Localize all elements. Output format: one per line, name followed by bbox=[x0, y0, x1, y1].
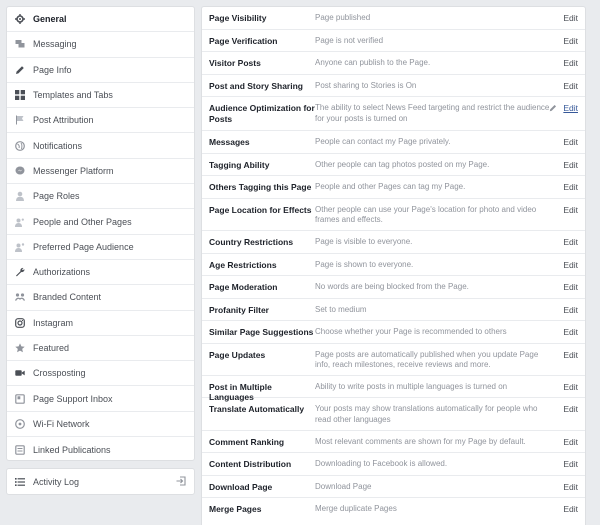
sidebar-item-general[interactable] bbox=[7, 7, 194, 32]
activity-log-box bbox=[6, 468, 195, 495]
settings-row-visitor-posts bbox=[202, 52, 585, 75]
settings-row-content-distribution bbox=[202, 453, 585, 476]
sidebar-item-messenger-platform[interactable] bbox=[7, 159, 194, 184]
row-value: Page is not verified bbox=[315, 35, 384, 45]
row-label: Post and Story Sharing bbox=[209, 80, 303, 91]
instagram-icon bbox=[15, 318, 25, 328]
sidebar-item-authorizations[interactable] bbox=[7, 260, 194, 285]
person-icon bbox=[15, 191, 25, 201]
row-label: Download Page bbox=[209, 481, 273, 492]
sidebar-item-label: Messaging bbox=[33, 39, 77, 50]
row-label: Page Updates bbox=[209, 349, 266, 360]
sidebar-item-wifi-network[interactable] bbox=[7, 412, 194, 437]
row-value: Page is shown to everyone. bbox=[315, 259, 414, 269]
edit-link[interactable]: Edit bbox=[563, 159, 578, 170]
edit-link[interactable]: Edit bbox=[563, 35, 578, 46]
row-value: People can contact my Page privately. bbox=[315, 137, 451, 146]
edit-link[interactable]: Edit bbox=[563, 259, 578, 270]
publication-icon bbox=[15, 445, 25, 455]
settings-row-page-location-effects bbox=[202, 199, 585, 232]
branded-icon bbox=[15, 292, 25, 302]
edit-link[interactable]: Edit bbox=[563, 481, 578, 492]
row-label: Visitor Posts bbox=[209, 58, 261, 68]
row-label: Page Moderation bbox=[209, 282, 278, 292]
wrench-icon bbox=[15, 267, 25, 277]
settings-row-others-tagging bbox=[202, 176, 585, 199]
sidebar-item-post-attribution[interactable] bbox=[7, 108, 194, 133]
sidebar-item-branded-content[interactable] bbox=[7, 285, 194, 310]
settings-row-page-visibility bbox=[202, 7, 585, 30]
sidebar-item-label: Instagram bbox=[33, 317, 74, 328]
row-value: Other people can use your Page's location for photo and video frames and effects. bbox=[315, 204, 537, 224]
row-label: Content Distribution bbox=[209, 459, 292, 469]
messaging-icon bbox=[15, 39, 25, 49]
row-value: Choose whether your Page is recommended to others bbox=[315, 327, 507, 336]
sidebar-item-label: Templates and Tabs bbox=[33, 90, 113, 101]
sidebar-item-preferred-page-audience[interactable] bbox=[7, 235, 194, 260]
edit-link[interactable]: Edit bbox=[563, 349, 578, 360]
settings-row-translate-automatically bbox=[202, 398, 585, 431]
sidebar-item-label: Featured bbox=[33, 343, 70, 353]
settings-row-profanity-filter bbox=[202, 299, 585, 322]
sidebar-item-featured[interactable] bbox=[7, 336, 194, 361]
row-value: Most relevant comments are shown for my Page by default. bbox=[315, 436, 526, 446]
inbox-icon bbox=[15, 394, 25, 404]
row-label: Audience Optimization for Posts bbox=[209, 103, 315, 124]
edit-link[interactable]: Edit bbox=[563, 404, 578, 414]
row-label: Others Tagging this Page bbox=[209, 182, 312, 192]
edit-link[interactable]: Edit bbox=[563, 459, 578, 469]
row-value: Other people can tag photos posted on my Page. bbox=[315, 159, 490, 169]
edit-link[interactable]: Edit bbox=[563, 182, 578, 192]
row-label: Age Restrictions bbox=[209, 259, 277, 270]
grid-icon bbox=[15, 90, 25, 100]
sidebar-item-label: Authorizations bbox=[33, 267, 91, 278]
sidebar-item-label: Page Roles bbox=[33, 191, 80, 202]
star-icon bbox=[15, 343, 25, 353]
row-value: Page is visible to everyone. bbox=[315, 237, 413, 246]
row-label: Comment Ranking bbox=[209, 436, 285, 447]
row-label: Merge Pages bbox=[209, 504, 262, 514]
row-value: People and other Pages can tag my Page. bbox=[315, 182, 466, 191]
edit-link[interactable]: Edit bbox=[563, 436, 578, 447]
edit-link[interactable]: Edit bbox=[563, 80, 578, 91]
settings-row-page-moderation bbox=[202, 276, 585, 299]
row-label: Page Visibility bbox=[209, 13, 267, 23]
row-label: Similar Page Suggestions bbox=[209, 327, 314, 337]
edit-link[interactable]: Edit bbox=[563, 282, 578, 292]
row-value: Page posts are automatically published when you update Page info, reach milestones, receive reviews and more. bbox=[315, 349, 539, 369]
messenger-icon bbox=[15, 166, 25, 176]
sidebar-item-label: Activity Log bbox=[33, 476, 80, 487]
settings-row-age-restrictions bbox=[202, 254, 585, 277]
edit-link[interactable]: Edit bbox=[563, 103, 578, 113]
row-value: The ability to select News Feed targeting and restrict the audience for your posts is turned on bbox=[315, 103, 550, 123]
people-icon bbox=[15, 217, 25, 227]
settings-row-similar-page-suggestions bbox=[202, 321, 585, 344]
sidebar-item-page-roles[interactable] bbox=[7, 184, 194, 209]
row-value: Your posts may show translations automatically for people who read other languages bbox=[315, 404, 538, 424]
sidebar-item-label: Preferred Page Audience bbox=[33, 241, 134, 252]
settings-row-merge-pages bbox=[202, 498, 585, 521]
sidebar-item-label: Linked Publications bbox=[33, 444, 111, 455]
row-value: Set to medium bbox=[315, 304, 367, 314]
settings-row-country-restrictions bbox=[202, 231, 585, 254]
sidebar-item-linked-publications[interactable] bbox=[7, 437, 194, 461]
sidebar-item-label: Page Support Inbox bbox=[33, 393, 113, 404]
settings-row-post-and-story-sharing bbox=[202, 75, 585, 98]
sidebar-item-label: Wi-Fi Network bbox=[33, 418, 90, 429]
edit-link[interactable]: Edit bbox=[563, 504, 578, 514]
edit-link[interactable]: Edit bbox=[563, 13, 578, 23]
edit-link[interactable]: Edit bbox=[563, 137, 578, 147]
settings-row-audience-optimization bbox=[202, 97, 585, 131]
row-value: Download Page bbox=[315, 481, 372, 491]
edit-link[interactable]: Edit bbox=[563, 327, 578, 337]
location-icon bbox=[15, 419, 25, 429]
row-value: Post sharing to Stories is On bbox=[315, 80, 417, 90]
sidebar-item-page-info[interactable] bbox=[7, 58, 194, 83]
row-value: Page published bbox=[315, 13, 371, 22]
edit-link[interactable]: Edit bbox=[563, 304, 578, 315]
sidebar-item-instagram[interactable] bbox=[7, 311, 194, 336]
row-value: Ability to write posts in multiple languages is turned on bbox=[315, 381, 508, 391]
sidebar-item-crossposting[interactable] bbox=[7, 361, 194, 386]
sidebar-item-messaging[interactable] bbox=[7, 32, 194, 57]
settings-row-page-verification bbox=[202, 30, 585, 53]
settings-row-tagging-ability bbox=[202, 154, 585, 177]
settings-row-download-page bbox=[202, 476, 585, 499]
sidebar-item-label: General bbox=[33, 14, 67, 25]
globe-icon bbox=[15, 141, 25, 151]
sidebar-item-notifications[interactable] bbox=[7, 133, 194, 158]
edit-link[interactable]: Edit bbox=[563, 381, 578, 392]
row-value: Downloading to Facebook is allowed. bbox=[315, 459, 448, 468]
row-value: Anyone can publish to the Page. bbox=[315, 58, 431, 67]
open-external-icon[interactable] bbox=[176, 476, 186, 486]
edit-link[interactable]: Edit bbox=[563, 237, 578, 247]
sidebar-item-templates-and-tabs[interactable] bbox=[7, 83, 194, 108]
row-label: Messages bbox=[209, 137, 250, 147]
sidebar-item-label: Notifications bbox=[33, 140, 83, 151]
pencil-icon bbox=[549, 104, 557, 112]
settings-sidebar bbox=[6, 6, 195, 461]
row-label: Post in Multiple Languages bbox=[209, 381, 272, 402]
sidebar-item-people-and-other-pages[interactable] bbox=[7, 209, 194, 234]
row-value: Merge duplicate Pages bbox=[315, 504, 397, 513]
video-icon bbox=[15, 368, 25, 378]
sidebar-item-label: People and Other Pages bbox=[33, 216, 132, 227]
settings-panel bbox=[201, 6, 586, 525]
row-label: Country Restrictions bbox=[209, 237, 294, 247]
row-label: Page Location for Effects bbox=[209, 204, 312, 215]
row-label: Tagging Ability bbox=[209, 159, 270, 170]
settings-row-page-updates bbox=[202, 344, 585, 376]
settings-row-post-multiple-languages bbox=[202, 376, 585, 402]
sidebar-item-label: Page Info bbox=[33, 64, 72, 75]
list-icon bbox=[15, 477, 25, 487]
sidebar-item-label: Crossposting bbox=[33, 368, 86, 379]
row-label: Page Verification bbox=[209, 35, 278, 46]
row-label: Translate Automatically bbox=[209, 404, 305, 414]
audience-icon bbox=[15, 242, 25, 252]
row-label: Profanity Filter bbox=[209, 304, 269, 315]
edit-link[interactable]: Edit bbox=[563, 58, 578, 68]
flag-icon bbox=[15, 115, 25, 125]
sidebar-item-label: Post Attribution bbox=[33, 115, 94, 126]
settings-row-messages bbox=[202, 131, 585, 154]
gear-icon bbox=[15, 14, 25, 24]
sidebar-item-activity-log[interactable] bbox=[7, 469, 194, 494]
sidebar-item-label: Branded Content bbox=[33, 292, 102, 303]
row-value: No words are being blocked from the Page. bbox=[315, 282, 469, 291]
edit-link[interactable]: Edit bbox=[563, 204, 578, 215]
sidebar-item-label: Messenger Platform bbox=[33, 165, 114, 176]
sidebar-item-page-support-inbox[interactable] bbox=[7, 386, 194, 411]
pencil-icon bbox=[15, 65, 25, 75]
settings-row-comment-ranking bbox=[202, 431, 585, 454]
